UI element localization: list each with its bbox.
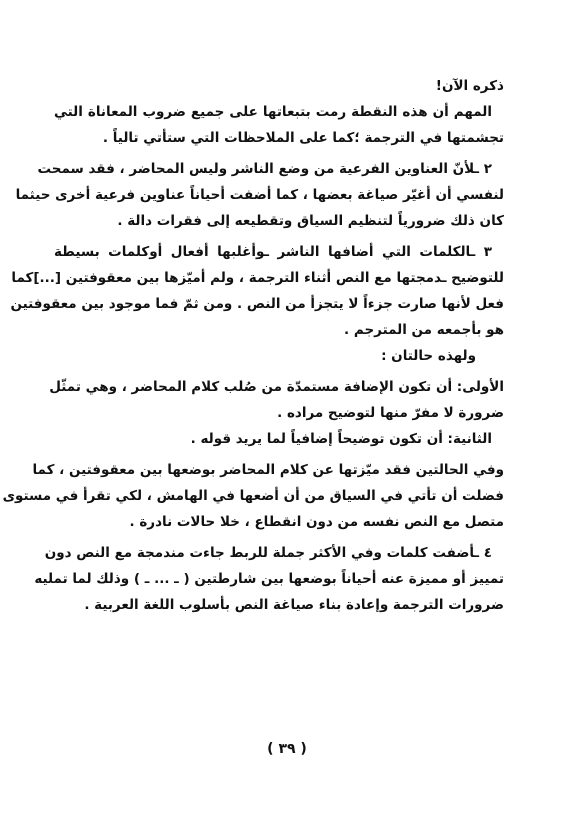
first-case-line: الأولى: أن تكون الإضافة مستمدّة من صُلب كلام المحاضر ، وهي تمثّل <box>49 379 504 395</box>
text-line: ولهذه حالتان : <box>381 348 476 364</box>
text-line: فضلت أن تأتي في السياق من أن أضعها في الهامش ، لكي تقرأ في مستوى <box>2 488 504 504</box>
text-line: هو بأجمعه من المترجم . <box>344 322 504 338</box>
text-line: للتوضيح ـدمجتها مع النص أثناء الترجمة ، ولم أميّزها بين معقوفتين [...]كما <box>11 270 504 286</box>
text-line: متصل مع النص نفسه من دون انقطاع ، خلا حالات نادرة . <box>129 514 504 530</box>
text-line: لنفسي أن أغيّر صياغة بعضها ، كما أضفت أحياناً عناوين فرعية أخرى حيثما <box>15 187 504 203</box>
text-line: فعل لأنها صارت جزءاً لا يتجزأ من النص . ومن ثمّ فما موجود بين معقوفتين <box>10 296 504 312</box>
text-line: كان ذلك ضرورياً لتنظيم السياق وتقطيعه إلى فقرات دالة . <box>117 213 504 229</box>
text-line: تجشمتها في الترجمة ؛كما على الملاحظات التي ستأتي تالياً . <box>102 130 504 146</box>
second-case-line: الثانية: أن تكون توضيحاً إضافياً لما يريد قوله . <box>190 431 492 447</box>
page-number: ( ٣٩ ) <box>267 741 307 757</box>
note-4-line: ٤ ـأضفت كلمات وفي الأكثر جملة للربط جاءت مندمجة مع النص دون <box>44 545 492 561</box>
note-2-line: ٢ ـلأنّ العناوين الفرعية من وضع الناشر وليس المحاضر ، فقد سمحت <box>37 161 492 177</box>
text-line: ضرورات الترجمة وإعادة بناء صياغة النص بأسلوب اللغة العربية . <box>84 597 504 613</box>
page-body <box>2 78 504 614</box>
text-line: وفي الحالتين فقد ميّزتها عن كلام المحاضر بوضعها بين معقوفتين ، كما <box>32 462 504 478</box>
intro-line: ذكره الآن! <box>435 78 504 94</box>
text-line: ضرورة لا مفرّ منها لتوضيح مراده . <box>277 405 504 421</box>
text-line: تمييز أو مميزة عنه أحياناً بوضعها بين شارطتين ( ـ ... ـ ) وذلك لما تمليه <box>34 571 504 587</box>
note-3-line: ٣ ـالكلمات التي أضافها الناشر ـوأغلبها أفعال أوكلمات بسيطة <box>54 244 492 260</box>
text-line: المهم أن هذه النقطة رمت بتبعاتها على جميع ضروب المعاناة التي <box>54 104 492 120</box>
